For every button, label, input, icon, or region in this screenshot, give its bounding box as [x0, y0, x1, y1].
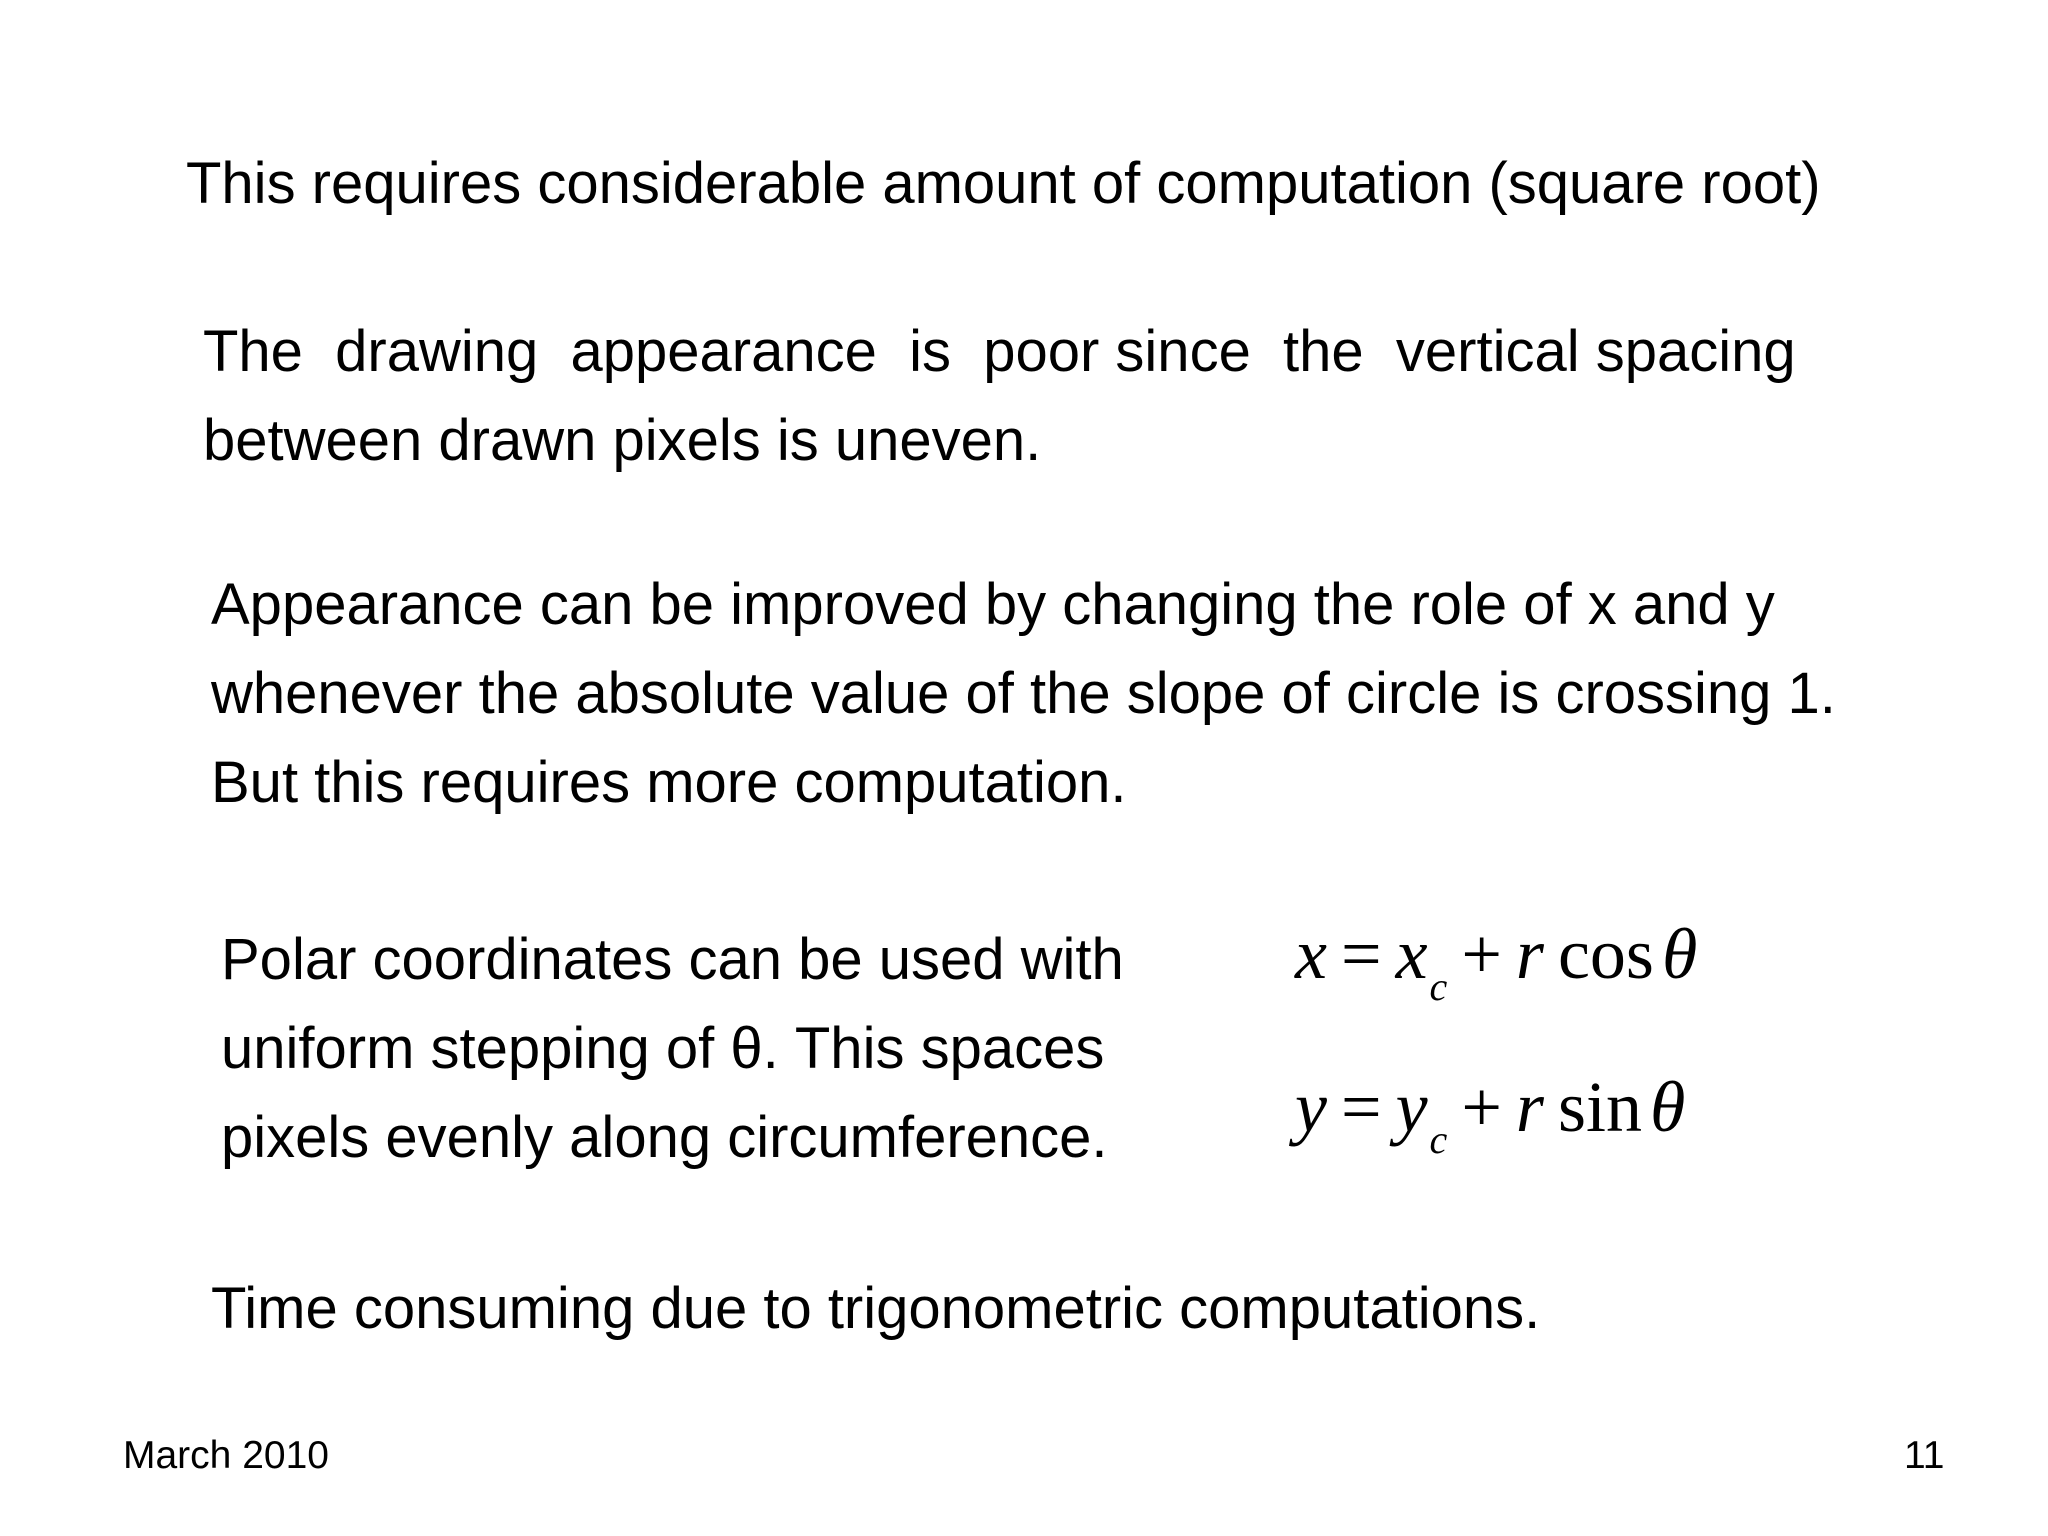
- text-polar-line-1: Polar coordinates can be used with: [221, 927, 1124, 992]
- footer-date: March 2010: [123, 1434, 329, 1477]
- eq2-theta: θ: [1649, 1067, 1686, 1147]
- eq2-subscript: c: [1429, 1117, 1448, 1162]
- footer-page-number: 11: [1904, 1434, 1945, 1477]
- equation-y: [1295, 1067, 1686, 1162]
- eq2-function: sin: [1557, 1067, 1642, 1147]
- eq2-lhs: y: [1295, 1067, 1327, 1147]
- eq1-function: cos: [1557, 914, 1654, 994]
- eq1-subscript: c: [1429, 964, 1448, 1009]
- eq1-lhs: x: [1295, 914, 1327, 994]
- eq2-equals: =: [1340, 1067, 1382, 1147]
- text-polar-line-2: uniform stepping of θ. This spaces: [221, 1016, 1105, 1081]
- text-polar-line-3: pixels evenly along circumference.: [221, 1105, 1108, 1170]
- text-improved-line-1: Appearance can be improved by changing the role of x and y: [211, 572, 1775, 637]
- equation-x: [1295, 914, 1698, 1009]
- text-improved-line-3: But this requires more computation.: [211, 750, 1127, 815]
- eq2-radius: r: [1515, 1067, 1544, 1147]
- eq1-var: x: [1395, 914, 1428, 994]
- eq1-plus: +: [1461, 914, 1502, 994]
- text-time-consuming: Time consuming due to trigonometric computations.: [211, 1276, 1541, 1341]
- text-appearance-line-1: The drawing appearance is poor since the vertical spacing: [203, 319, 1796, 384]
- eq2-plus: +: [1461, 1067, 1502, 1147]
- text-appearance-line-2: between drawn pixels is uneven.: [203, 408, 1042, 473]
- eq1-radius: r: [1515, 914, 1544, 994]
- eq2-var: y: [1395, 1067, 1428, 1147]
- eq1-theta: θ: [1661, 914, 1698, 994]
- text-improved-line-2: whenever the absolute value of the slope of circle is crossing 1.: [211, 661, 1836, 726]
- text-computation: This requires considerable amount of computation (square root): [186, 151, 1821, 216]
- eq1-equals: =: [1340, 914, 1382, 994]
